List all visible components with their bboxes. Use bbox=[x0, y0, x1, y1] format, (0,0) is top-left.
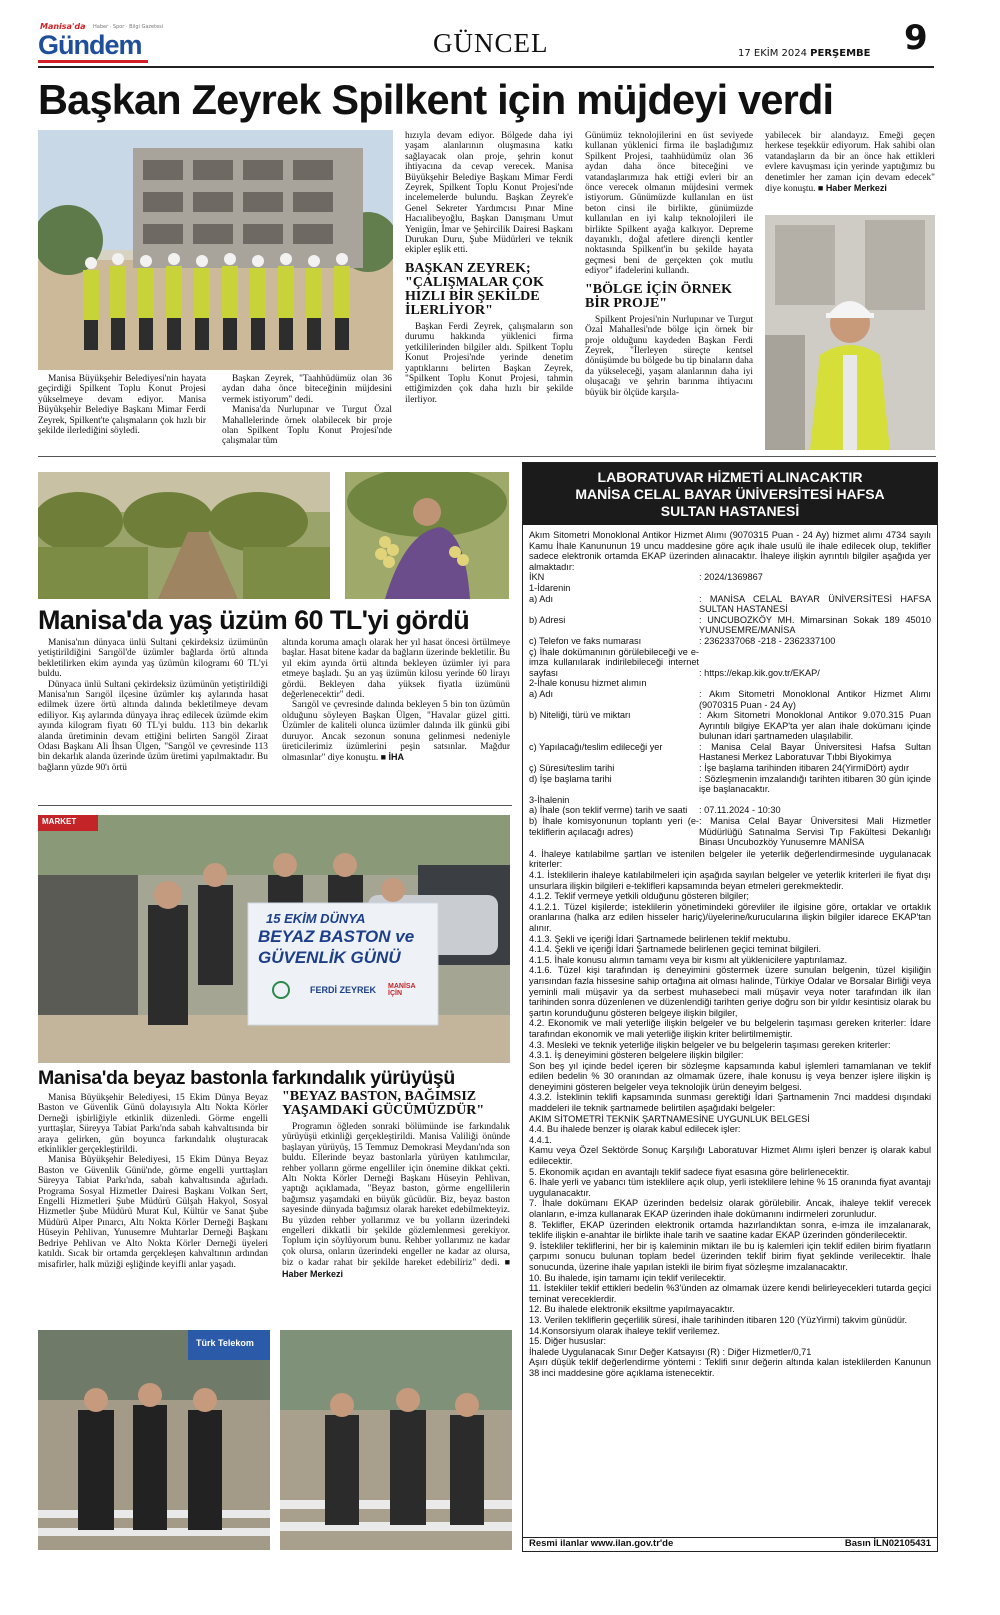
story2-rule bbox=[38, 805, 512, 806]
story1-headline: Başkan Zeyrek Spilkent için müjdeyi verdi bbox=[38, 76, 834, 123]
row-key: ç) Süresi/teslim tarihi bbox=[529, 763, 615, 774]
story1-col3-p1 bbox=[765, 131, 935, 194]
masthead-rule bbox=[38, 66, 934, 68]
spilkent-site-photo bbox=[38, 130, 393, 370]
story3-signature: ■ Haber Merkezi bbox=[282, 1257, 511, 1279]
tender-title-2: MANİSA CELAL BAYAR ÜNİVERSİTESİ HAFSA bbox=[575, 486, 885, 502]
story1-col1-p2: Başkan Ferdi Zeyrek, çalışmaların son durumu hakkında yüklenici firma yetkililerinden bilgiler aldı. Spilkent Toplu Konut Projesi'nde yerinde denetim yaptıklarını belirten Başkan Zeyrek, "Spilkent Toplu Konut Projesi, tahmin ettiğimizden çok daha hızlı bir şekilde ilerliyor. bbox=[405, 321, 573, 405]
story1-caption-left-text: Manisa Büyükşehir Belediyesi'nin hayata geçirdiği Spilkent Toplu Konut Projesi yükselmeye devam ediyor. Manisa Büyükşehir Belediye Başkanı Mimar Ferdi Zeyrek, Spilkent'te çalışmaların çok hızlı bir şekilde ilerlediğini söyledi. bbox=[38, 374, 206, 437]
tender-row bbox=[529, 710, 931, 742]
tender-clause: 4.1.5. İhale konusu alımın tamamı veya bir kısmı alt yüklenicilere yaptırılamaz. bbox=[529, 954, 848, 965]
story1-signature-text: Haber Merkezi bbox=[825, 183, 887, 194]
row-value: : İşe başlama tarihinden itibaren 24(YirmiDört) aydır bbox=[699, 763, 910, 774]
row-key: d) İşe başlama tarihi bbox=[529, 773, 612, 784]
day-text: PERŞEMBE bbox=[810, 48, 871, 59]
tender-title-1: LABORATUVAR HİZMETİ ALINACAKTIR bbox=[597, 469, 863, 485]
row-key: b) İhale komisyonunun toplantı yeri (e-tekliflerin açılacağı adres) bbox=[529, 816, 699, 837]
story2-signature-text: İHA bbox=[388, 752, 405, 763]
vineyard-photo bbox=[38, 472, 330, 599]
tender-row bbox=[529, 763, 931, 774]
row-key: b) Niteliği, türü ve miktarı bbox=[529, 710, 631, 721]
tender-clause: 4.1.4. Şekli ve içeriği İdari Şartnamede belirlenen geçici teminat bilgileri. bbox=[529, 944, 822, 955]
tender-clause: 4.1.3. Şekli ve içeriği İdari Şartnamede belirlenen teklif mektubu. bbox=[529, 933, 791, 944]
story2-signature: ■ İHA bbox=[380, 752, 405, 763]
row-value: : Akım Sitometri Monoklonal Antikor 9.070.315 Puan Ayrıntılı bilgiye EKAP'ta yer alan ihale dokümanı içinde bulunan idari şartnameden ulaşılabilir. bbox=[699, 710, 931, 742]
row-key: ç) İhale dokümanının görülebileceği ve e-imza kullanılarak indirilebileceği internet sayfası bbox=[529, 646, 699, 678]
story2-col2-p2-text: Sarıgöl ve çevresinde dalında bekleyen 5 bin ton üzümün olduğunu söyleyen Başkan Ülgen, "Havalar güzel gitti. Üzümler de kaliteli olunca üzümler dalında ilk günkü gibi duruyor. Ancak sezonun sonuna gelinmesi nedeniyle üreticilerimiz üzümlerini peşin satsınlar. Mağdur olmasınlar" diye konuştu. bbox=[282, 700, 510, 764]
mayor-portrait-illustration bbox=[765, 215, 935, 450]
row-value: : Akım Sitometri Monoklonal Antikor Hizmet Alımı (9070315 Puan - 24 Ay) bbox=[699, 688, 931, 710]
march-crosswalk-illustration-2 bbox=[280, 1330, 512, 1550]
story2-headline: Manisa'da yaş üzüm 60 TL'yi gördü bbox=[38, 605, 470, 635]
tender-clause: 4.3.1. İş deneyimini gösteren belgelere ilişkin bilgiler: bbox=[529, 1050, 744, 1061]
market-sign: MARKET bbox=[42, 817, 77, 826]
tender-clause: 6. İhale yerli ve yabancı tüm isteklilere açık olup, yerli isteklilere lehine % 15 oranında fiyat avantajı uygulanacaktır. bbox=[529, 1177, 931, 1198]
date-text: 17 EKİM 2024 bbox=[738, 48, 807, 59]
banner-line-2: BEYAZ BASTON ve bbox=[258, 927, 415, 946]
tender-clause: 5. Ekonomik açıdan en avantajlı teklif sadece fiyat esasına göre belirlenecektir. bbox=[529, 1166, 850, 1177]
tender-footer-right: Basın İLN02105431 bbox=[844, 1538, 931, 1549]
story3-col1-p1: Manisa Büyükşehir Belediyesi, 15 Ekim Dünya Beyaz Baston ve Güvenlik Günü dolayısıyla Altı Nokta Körler Derneği işbirliğiyle etkinlik düzenledi. Görme engelli yurttaşlar, Süreyya Tabiat Parkı'nda sabah kahvaltısında bir araya gelirken, gün boyunca farkındalık oluşturacak etkinlikler gerçekleştirildi. bbox=[38, 1093, 268, 1156]
row-value: : MANİSA CELAL BAYAR ÜNİVERSİTESİ HAFSA SULTAN HASTANESİ bbox=[699, 593, 931, 615]
story1-col3 bbox=[765, 131, 935, 194]
tender-clause: 15. Diğer hususlar: bbox=[529, 1336, 607, 1347]
row-value: : UNCUBOZKÖY MH. Mimarsinan Sokak 189 45010 YUNUSEMRE/MANİSA bbox=[699, 614, 931, 636]
tender-clause: 11. İstekliler teklif ettikleri bedelin %3'ünden az olmamak üzere kendi belirleyecekleri tutarda geçici teminat vereceklerdir. bbox=[529, 1283, 931, 1304]
logo-tagline: Haber · Spor · Bilgi Gazetesi bbox=[93, 24, 164, 30]
tender-title-3: SULTAN HASTANESİ bbox=[660, 503, 800, 519]
story2-col1-p1: Manisa'nın dünyaca ünlü Sultani çekirdeksiz üzümünün yetiştirildiğini Sarıgöl'de üzümler bağlarda örtü altında bekletilirken ekim ayında yaş üzümün kilogramı 60 TL'yi buldu. bbox=[38, 638, 268, 680]
story1-subhead-1: BAŞKAN ZEYREK; "ÇALIŞMALAR ÇOK HIZLI BİR ŞEKİLDE İLERLİYOR" bbox=[405, 260, 544, 318]
story3-col2-p1 bbox=[282, 1122, 510, 1280]
tender-clause: 4.3.2. İsteklinin teklifi kapsamında sunması gerektiği İdari Şartnamenin 7nci maddesi dışındaki maddeleri ile teknik şartnamede belirtilen aşağıdaki belgeler: bbox=[529, 1092, 931, 1114]
story2-col2-p1: altında koruma amaçlı olarak her yıl hasat öncesi örtülmeye başlar. Hasat bitene kadar da bağların üzerinde bekletilir. Bu yıl ekim ayında örtü altında bekleyen üzümler iyi para etmeye başladı. Şu an yaş üzümün kilosu yerinde 60 lirayı gördü. Bekleyen daha yüksek fiyatla üzümünü değerlenecektir" dedi. bbox=[282, 638, 510, 701]
row-value: : Sözleşmenin imzalandığı tarihten itibaren 30 gün içinde işe başlanacaktır. bbox=[699, 773, 931, 795]
issue-date bbox=[738, 48, 870, 59]
banner-emblem-icon bbox=[272, 981, 290, 999]
tender-row bbox=[529, 689, 931, 710]
spilkent-site-illustration bbox=[38, 130, 393, 370]
story1-col2-p1: Günümüz teknolojilerini en üst seviyede kullanan yüklenici firma ile başladığımız Spilkent Projesi, taahhüdümüz olan 36 aydan daha önce biteceğini ve vatandaşlarımıza hak ettiği evleri bir an önce verecek olmanın müjdesini vermek istiyorum. Günümüzde kullanılan en üst beton cinsi ile birlikte, günümüzde kullanılan en iyi kalıp teknolojileri ile birlikte Spilkent ayağa kalkıyor. Depreme dayanıklı, doğal afetlere dirençli kentler noktasında Spilkent'in bu şekilde hayata geçmesi beni de gerçekten çok mutlu ediyor" ifadelerini kullandı. bbox=[585, 131, 753, 277]
story1-col2 bbox=[585, 131, 753, 398]
tender-clause: 13. Verilen tekliflerin geçerlilik süresi, ihale tarihinden itibaren 120 (YüzYirmi) takvim günüdür. bbox=[529, 1314, 908, 1325]
story1-col2-p2: Spilkent Projesi'nin Nurlupınar ve Turgut Özal Mahallesi'nde bölge için örnek bir proje olduğunu kaydeden Başkan Ferdi Zeyrek, "İlerleyen süreçte kentsel dönüşümde bu bölgede bu tip binaların daha da yükseleceği, yaşam alanlarının daha iyi oluşacağı ve şehrin barınma ihtiyacını büyük bir ölçüde karşıla- bbox=[585, 314, 753, 398]
story3-signature-text: Haber Merkezi bbox=[282, 1268, 344, 1279]
row-key: a) Adı bbox=[529, 593, 554, 604]
story3-subhead: "BEYAZ BASTON, BAĞIMSIZ YAŞAMDAKİ GÜCÜMÜZDÜR" bbox=[282, 1089, 485, 1118]
tender-row bbox=[529, 774, 931, 795]
tender-clause: 10. Bu ihalede, işin tamamı için teklif verilecektir. bbox=[529, 1272, 727, 1283]
story1-signature: ■ Haber Merkezi bbox=[817, 183, 887, 194]
tender-clause: 7. İhale dokümanı EKAP üzerinden bedelsiz olarak görülebilir. Ancak, ihaleye teklif verecek olanların, e-imza kullanarak EKAP üzerinden ihale dokümanını indirmeleri zorunludur. bbox=[529, 1198, 931, 1219]
tender-header bbox=[523, 463, 937, 525]
row-value: : Manisa Celal Bayar Üniversitesi Hafsa Sultan Hastanesi Merkez Laboratuvar Tıbbi Biyokimya bbox=[699, 741, 931, 763]
tender-clause: 4.2. Ekonomik ve mali yeterliğe ilişkin belgeler ve bu belgelerin taşıması gereken kriterler: İdare tarafından ekonomik ve mali yeterliğe ilişkin kriter belirtilmemiştir. bbox=[529, 1018, 931, 1039]
story1-caption-right-2: Manisa'da Nurlupınar ve Turgut Özal Mahallelerinde örnek olabilecek bir proje olan Spilkent Toplu Konut Projesi'nde çalışmalar tüm bbox=[222, 405, 392, 447]
telekom-sign: Türk Telekom bbox=[196, 1338, 254, 1348]
tender-notice bbox=[522, 462, 938, 1552]
row-value: : 07.11.2024 - 10:30 bbox=[699, 805, 781, 816]
logo-main-text: Gündem bbox=[38, 30, 142, 60]
tender-clause: Aşırı düşük teklif değerlendirme yöntemi : Teklifi sınır değerin altında kalan isteklilerden Kanunun 38 inci maddesine göre açıklama istenecektir. bbox=[529, 1357, 931, 1378]
story1-col1 bbox=[405, 131, 573, 405]
tender-section-1: 1-İdarenin bbox=[529, 582, 571, 593]
tender-section-3: 3-İhalenin bbox=[529, 794, 570, 805]
white-cane-march-photo bbox=[38, 815, 510, 1063]
story2-col1-p2: Dünyaca ünlü Sultani çekirdeksiz üzümünün yetiştirildiği Manisa'nın Sarıgöl ilçesine üzümler kış aylarında hasat edilmek üzere örtü altında dalında bekletilmeye devam ediliyor. Kış aylarında dünyaya ihraç edilecek üzümde ekim ayında kilogram fiyatı 60 TL'yi buldu. 113 bin dekarlık alanda üretiminin devam ettiğini belirten Sarıgöl Ziraat Odası Başkanı Ali İhsan Ülgen, "Sarıgöl ve çevresinde 113 bin dekarlık alanda üzerinde üzüm üretimi yapılmaktadır. Bu bağların yüzde 90'ı örtü bbox=[38, 679, 268, 773]
page-number: 9 bbox=[904, 18, 928, 58]
tender-clause: 4.1. İsteklilerin ihaleye katılabilmeleri için aşağıda sayılan belgeler ve yeterlik kriterleri ile fiyat dışı unsurlara ilişkin bilgileri e-teklifleri kapsamında beyan etmeleri gerekmektedir. bbox=[529, 870, 931, 891]
story1-caption-left bbox=[38, 374, 206, 436]
tender-clause: İhalede Uygulanacak Sınır Değer Katsayısı (R) : Diğer Hizmetler/0,71 bbox=[529, 1346, 812, 1357]
tender-footer bbox=[523, 1537, 937, 1551]
tender-row bbox=[529, 636, 931, 647]
tender-clause: 12. Bu ihalede elektronik eksiltme yapılmayacaktır. bbox=[529, 1304, 735, 1315]
tender-section-2: 2-İhale konusu hizmet alımın bbox=[529, 678, 647, 689]
tender-clause: 4.1.2. Teklif vermeye yetkili olduğunu gösteren bilgiler; bbox=[529, 891, 749, 902]
masthead bbox=[38, 18, 934, 68]
tender-clause: 4. İhaleye katılabilme şartları ve istenilen belgeler ile yeterlik değerlendirmesinde uygulanacak kriterler: bbox=[529, 848, 931, 870]
tender-clause: Son beş yıl içinde bedel içeren bir sözleşme kapsamında kabul işlemleri tamamlanan ve teklif edilen bedelin % 30 oranından az olmamak üzere, ihale konusu iş veya benzer işlere ilişkin iş deneyimini gösteren belgeler veya teknolojik ürün deneyim belgesi. bbox=[529, 1060, 931, 1092]
row-value: : https://ekap.kik.gov.tr/EKAP/ bbox=[699, 667, 820, 678]
banner-slogan: MANİSA İÇİN bbox=[388, 983, 416, 997]
story3-headline: Manisa'da beyaz bastonla farkındalık yürüyüşü bbox=[38, 1067, 455, 1089]
grape-harvest-photo bbox=[345, 472, 509, 599]
section-title: GÜNCEL bbox=[433, 28, 549, 58]
tender-clause: 8. Teklifler, EKAP üzerinden elektronik ortamda hazırlandıktan sonra, e-imza ile imzalanarak, teklife ilişkin e-anahtar ile birlikte ihale tarih ve saatine kadar EKAP üzerinden gönderilecektir. bbox=[529, 1219, 931, 1241]
story1-caption-right-1: Başkan Zeyrek, "Taahhüdümüz olan 36 aydan daha önce biteceğinin müjdesini vermek istiyorum" dedi. bbox=[222, 374, 392, 405]
tender-clause: 4.1.6. Tüzel kişi tarafından iş deneyimini göstermek üzere sunulan belgenin, tüzel kişiliğin yarısından fazla hissesine sahip ortağına ait olması halinde, Türkiye Odalar ve Borsalar Birliği veya yeminli mali müşavir ya da serbest muhasebeci mali müşavir veya noter tarafından ilk ilan tarihinden sonra düzenlenen ve düzenlendiği tarihten geriye doğru son bir yıldır kesintisiz olarak bu şartın korunduğunu gösteren belgeye ilişkin bilgiler, bbox=[529, 965, 931, 1018]
march-crosswalk-photo-1 bbox=[38, 1330, 270, 1550]
mayor-portrait-photo bbox=[765, 215, 935, 450]
tender-clauses bbox=[529, 849, 931, 1379]
tender-footer-left: Resmi ilanlar www.ilan.gov.tr'de bbox=[529, 1538, 674, 1549]
march-crosswalk-photo-2 bbox=[280, 1330, 512, 1550]
tender-row bbox=[529, 615, 931, 636]
tender-ikn bbox=[529, 572, 931, 583]
banner-line-3: GÜVENLİK GÜNÜ bbox=[258, 948, 401, 967]
story2-col2 bbox=[282, 638, 510, 764]
story2-col2-p2 bbox=[282, 700, 510, 763]
story3-col1 bbox=[38, 1093, 268, 1270]
story3-col2 bbox=[282, 1090, 510, 1280]
ikn-value: : 2024/1369867 bbox=[699, 572, 763, 583]
tender-clause: 4.1.2.1. Tüzel kişilerde; isteklilerin yönetimindeki görevliler ile ilgisine göre, ortaklar ve ortaklık oranlarına (halka arz edilen hisseler hariç)/üyelerine/kurucularına ilişkin bilgiler idarece EKAP'tan alınır. bbox=[529, 901, 931, 933]
story1-subhead-2: "BÖLGE İÇİN ÖRNEK BİR PROJE" bbox=[585, 281, 733, 311]
row-key: a) İhale (son teklif verme) tarih ve saati bbox=[529, 805, 688, 816]
logo-small-text: Manisa'da bbox=[40, 22, 86, 31]
story2-col1 bbox=[38, 638, 268, 773]
story1-caption-right bbox=[222, 374, 392, 447]
row-key: a) Adı bbox=[529, 688, 554, 699]
tender-clause: 9. İstekliler tekliflerini, her bir iş kaleminin miktarı ile bu iş kalemleri için teklif edilen birim fiyatların çarpımı sonucu bulunan toplam bedel üzerinden teklif birim fiyat şeklinde verilecektir. İhale sonucunda, üzerine ihale yapılan istekli ile birim fiyat sözleşme imzalanacaktır. bbox=[529, 1240, 931, 1272]
story1-col3-text: yabilecek bir alandayız. Emeği geçen herkese teşekkür ediyorum. Hak sahibi olan vatandaşların da bir an önce hak ettikleri evlere kavuşması için yerinde yaptığımız bu denetimler her zaman için devam edecek" diye konuştu. bbox=[765, 131, 935, 195]
story1-rule bbox=[38, 456, 936, 457]
story3-col2-text: Programın öğleden sonraki bölümünde ise farkındalık yürüyüşü etkinliği gerçekleştirildi. Manisa Valiliği önünde başlayan yürüyüş, 15 Temmuz Demokrasi Meydanı'nda son buldu. Ellerinde beyaz bastonlarla yürüyen katılımcılar, rehber yolların görme engelliler için önemine dikkat çekti. Altı Nokta Körler Derneği Başkanı Hüseyin Pehlivan, yaptığı açıklamada, "Beyaz baston, görme engellilerin bağımsız yaşamdaki en büyük gücüdür. Biz, beyaz baston sayesinde dünyada bağımsız olarak hareket edebilmekteyiz. Bu yüzden rehber yollarımız ve bu yolların üzerindeki engelleri dikkatli bir şekilde gözlemlenmesi gerekiyor. Toplum için söylüyorum bunu. Rehber yollarımız ne kadar çok olursa, onların üzerindeki engeller ne kadar az olursa, biz o kadar rahat bir şekilde hareket edebiliriz" dedi. bbox=[282, 1122, 510, 1269]
story1-col1-p1: hızıyla devam ediyor. Bölgede daha iyi yaşam alanlarının oluşmasına katkı sağlayacak olan proje, şehrin konut ihtiyacına da cevap verecek. Manisa Büyükşehir Belediye Başkanı Mimar Ferdi Zeyrek, Spilkent Toplu Konut Projesi'nde incelemelerde bulundu. Başkan Zeyrek'e Genel Sekreter Yardımcısı Pınar Mine Hacıalibeyoğlu, Başkan Danışmanı Umut Yenigün, İmar ve Şehircilik Dairesi Başkanı Durukan Duru, Şube Müdürleri ve teknik ekipler eşlik etti. bbox=[405, 131, 573, 256]
tender-row bbox=[529, 742, 931, 763]
row-key: c) Yapılacağı/teslim edileceği yer bbox=[529, 741, 663, 752]
vineyard-illustration bbox=[38, 472, 330, 599]
banner-name: FERDİ ZEYREK bbox=[310, 985, 377, 995]
grape-harvest-illustration bbox=[345, 472, 509, 599]
tender-row bbox=[529, 805, 931, 816]
row-key: c) Telefon ve faks numarası bbox=[529, 635, 642, 646]
tender-row bbox=[529, 647, 931, 679]
row-value: : 2362337068 -218 - 2362337100 bbox=[699, 635, 836, 646]
tender-body bbox=[523, 525, 937, 1379]
tender-row bbox=[529, 594, 931, 615]
ikn-key: İKN bbox=[529, 572, 545, 583]
tender-row bbox=[529, 816, 931, 848]
story3-col1-p2: Manisa Büyükşehir Belediyesi, 15 Ekim Dünya Beyaz Baston ve Güvenlik Günü'nde, görme engelli yurttaşları Süreyya Tabiat Parkı'nda, sabah kahvaltısında ağırladı. Programa Sosyal Hizmetler Dairesi Başkanı Volkan Sert, Engelli Hizmetleri Şube Müdürü Gülşah Hakyol, Sosyal Hizmetler Şube Müdürü Murat Kul, Kültür ve Sanat Şube Müdürü Alper Pınarcı, Altı Nokta Körler Derneği Başkanı Hüseyin Pehlivan, Yunusemre Muhtarlar Derneği Başkanı Bedriye Pehlivan ve Alto Nokta Körler Derneği üyeleri katıldı. Sıcak bir ortamda gerçekleşen kahvaltının ardından misafirler, halk müziği eşliğinde keyifli anlar yaşadı. bbox=[38, 1155, 268, 1270]
tender-clause: Kamu veya Özel Sektörde Sonuç Karşılığı Laboratuvar Hizmet Alımı işleri benzer iş olarak kabul edilecektir. bbox=[529, 1145, 931, 1167]
march-crosswalk-illustration-1 bbox=[38, 1330, 270, 1550]
tender-clause: 4.4.1. bbox=[529, 1134, 552, 1145]
logo-underline bbox=[38, 60, 148, 63]
tender-clause: AKIM SİTOMETRİ TEKNİK ŞARTNAMESİNE UYGUNLUK BELGESİ bbox=[529, 1113, 810, 1124]
tender-clause: 14.Konsorsiyum olarak ihaleye teklif verilemez. bbox=[529, 1325, 720, 1336]
tender-intro: Akım Sitometri Monoklonal Antikor Hizmet Alımı (9070315 Puan - 24 Ay) hizmet alımı 4734 sayılı Kamu İhale Kanununun 19 uncu maddesine göre açık ihale usulü ile ihale edilecek olup, teklifler sadece elektronik ortamda EKAP üzerinden alınacaktır. İhaleye ilişkin ayrıntılı bilgiler aşağıda yer almaktadır: bbox=[529, 530, 931, 572]
tender-clause: 4.4. Bu ihalede benzer iş olarak kabul edilecek işler: bbox=[529, 1124, 741, 1135]
banner-line-1: 15 EKİM DÜNYA bbox=[266, 911, 366, 926]
row-value: : Manisa Celal Bayar Üniversitesi Mali Hizmetler Müdürlüğü Satınalma Servisi Tıp Fakültesi Dekanlığı Binası Uncubozköy Yunusemre MANİSA bbox=[699, 816, 931, 848]
row-key: b) Adresi bbox=[529, 614, 566, 625]
event-banner bbox=[248, 903, 438, 1025]
tender-clause: 4.3. Mesleki ve teknik yeterliğe ilişkin belgeler ve bu belgelerin taşıması gereken kriterler: bbox=[529, 1039, 891, 1050]
